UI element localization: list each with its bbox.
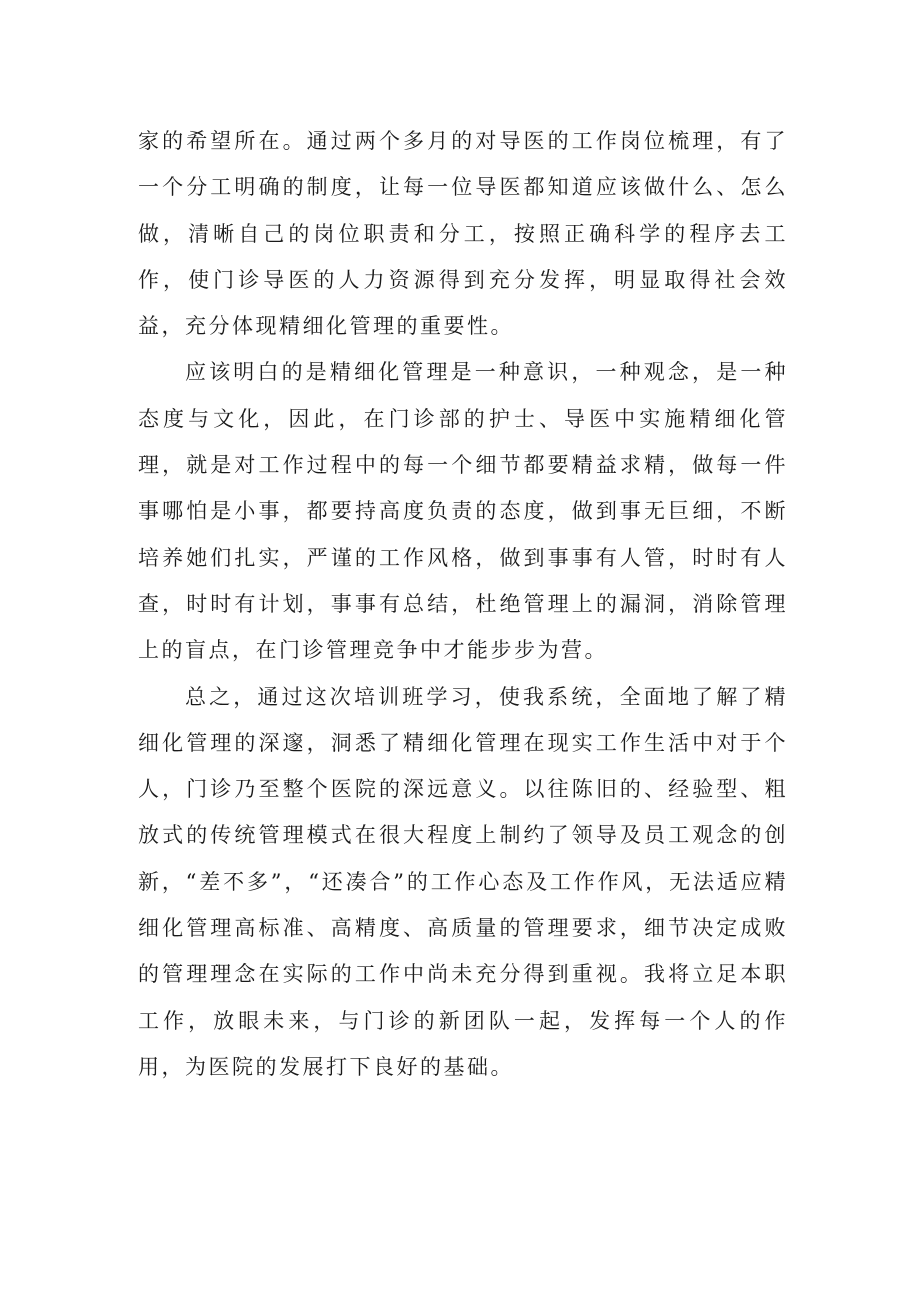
document-body: [138, 118, 788, 1090]
paragraph-continuation: 家的希望所在。通过两个多月的对导医的工作岗位梳理，有了一个分工明确的制度，让每一位导医都知道应该做什么、怎么做，清晰自己的岗位职责和分工，按照正确科学的程序去工作，使门诊导医的人力资源得到充分发挥，明显取得社会效益，充分体现精细化管理的重要性。: [138, 129, 788, 339]
paragraph-refined-management: 应该明白的是精细化管理是一种意识，一种观念，是一种态度与文化，因此，在门诊部的护士、导医中实施精细化管理，就是对工作过程中的每一个细节都要精益求精，做每一件事哪怕是小事，都要持高度负责的态度，做到事无巨细，不断培养她们扎实，严谨的工作风格，做到事事有人管，时时有人查，时时有计划，事事有总结，杜绝管理上的漏洞，消除管理上的盲点，在门诊管理竞争中才能步步为营。: [138, 360, 788, 663]
paragraph-conclusion: 总之，通过这次培训班学习，使我系统，全面地了解了精细化管理的深邃，洞悉了精细化管理在现实工作生活中对于个人，门诊乃至整个医院的深远意义。以往陈旧的、经验型、粗放式的传统管理模式在很大程度上制约了领导及员工观念的创新，“差不多”，“还凑合”的工作心态及工作作风，无法适应精细化管理高标准、高精度、高质量的管理要求，细节决定成败的管理理念在实际的工作中尚未充分得到重视。我将立足本职工作，放眼未来，与门诊的新团队一起，发挥每一个人的作用，为医院的发展打下良好的基础。: [138, 684, 788, 1079]
